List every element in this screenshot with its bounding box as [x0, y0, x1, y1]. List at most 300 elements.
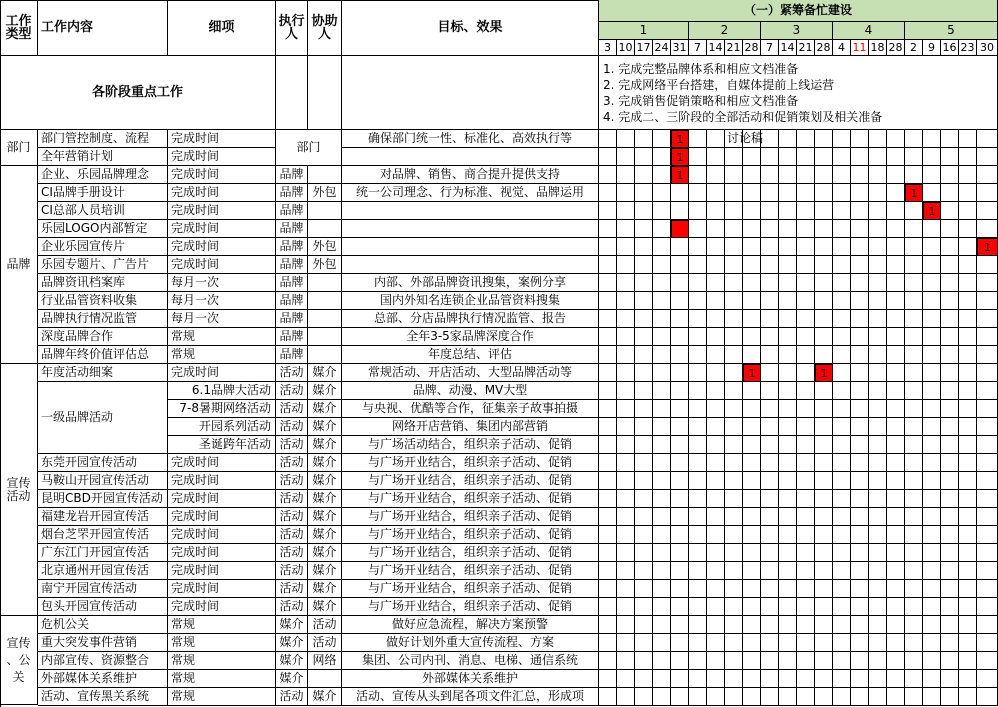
- grid-cell: [743, 580, 761, 598]
- grid-cell: [941, 490, 959, 508]
- grid-cell: [887, 418, 905, 436]
- day-17: 2: [905, 40, 923, 56]
- row-content-12: 品牌年终价值评估总: [38, 346, 168, 364]
- grid-cell: [887, 310, 905, 328]
- row-exec-4: 品牌: [276, 202, 308, 220]
- grid-cell: [905, 436, 923, 454]
- grid-cell: [707, 652, 725, 670]
- grid-cell: [743, 544, 761, 562]
- grid-cell: [761, 148, 779, 166]
- grid-cell: [689, 364, 707, 382]
- grid-cell: [869, 238, 887, 256]
- grid-cell: [977, 526, 998, 544]
- grid-cell: [797, 292, 815, 310]
- grid-cell: [635, 652, 653, 670]
- grid-cell: [743, 454, 761, 472]
- grid-cell: [869, 418, 887, 436]
- grid-cell: [635, 580, 653, 598]
- grid-cell: [671, 418, 689, 436]
- row-goal-18: 与广场开业结合，组织亲子活动、促销: [342, 454, 599, 472]
- grid-cell: [653, 490, 671, 508]
- grid-cell: [959, 616, 977, 634]
- grid-cell: [851, 184, 869, 202]
- grid-cell: [923, 166, 941, 184]
- row-assist-30: [308, 670, 342, 688]
- grid-cell: [797, 382, 815, 400]
- grid-cell: [725, 238, 743, 256]
- grid-cell: [797, 130, 815, 148]
- grid-cell: [977, 580, 998, 598]
- day-7: 21: [725, 40, 743, 56]
- grid-cell: [941, 616, 959, 634]
- grid-cell: [761, 202, 779, 220]
- grid-cell: [599, 418, 617, 436]
- grid-cell: [887, 526, 905, 544]
- grid-cell: [959, 220, 977, 238]
- grid-cell: [617, 184, 635, 202]
- grid-cell: [905, 616, 923, 634]
- grid-cell: [653, 562, 671, 580]
- grid-cell: [797, 166, 815, 184]
- row-goal-21: 与广场开业结合，组织亲子活动、促销: [342, 508, 599, 526]
- day-12: 28: [815, 40, 833, 56]
- grid-cell: [689, 346, 707, 364]
- grid-cell: [977, 184, 998, 202]
- grid-cell: [761, 688, 779, 706]
- row-assist-7: 外包: [308, 256, 342, 274]
- grid-cell: [725, 454, 743, 472]
- grid-cell: [887, 382, 905, 400]
- row-detail-5: 完成时间: [168, 220, 276, 238]
- grid-cell: [707, 418, 725, 436]
- grid-cell: [689, 220, 707, 238]
- grid-cell: [779, 148, 797, 166]
- grid-cell: [905, 274, 923, 292]
- grid-cell: [959, 688, 977, 706]
- grid-cell: [617, 508, 635, 526]
- grid-cell: [761, 274, 779, 292]
- grid-cell: [671, 382, 689, 400]
- grid-cell: [689, 184, 707, 202]
- grid-cell: [905, 148, 923, 166]
- grid-cell: [977, 292, 998, 310]
- grid-cell: [617, 130, 635, 148]
- grid-cell: [617, 616, 635, 634]
- day-1: 10: [617, 40, 635, 56]
- grid-cell: [887, 508, 905, 526]
- row-exec-23: 活动: [276, 544, 308, 562]
- row-detail-20: 完成时间: [168, 490, 276, 508]
- grid-cell: [887, 130, 905, 148]
- row-detail-2: 完成时间: [168, 166, 276, 184]
- grid-cell: [815, 238, 833, 256]
- row-detail-24: 完成时间: [168, 562, 276, 580]
- grid-cell: [653, 580, 671, 598]
- gantt-marker: 1: [905, 184, 923, 202]
- day-15: 18: [869, 40, 887, 56]
- grid-cell: [815, 256, 833, 274]
- grid-cell: [671, 526, 689, 544]
- grid-cell: [635, 598, 653, 616]
- grid-cell: [761, 454, 779, 472]
- grid-cell: [941, 526, 959, 544]
- grid-cell: [869, 220, 887, 238]
- grid-cell: [851, 292, 869, 310]
- grid-cell: [599, 166, 617, 184]
- grid-cell: [959, 130, 977, 148]
- grid-cell: [653, 148, 671, 166]
- row-assist-14: 媒介: [308, 382, 342, 400]
- grid-cell: [887, 202, 905, 220]
- grid-cell: [905, 634, 923, 652]
- day-16: 28: [887, 40, 905, 56]
- grid-cell: [671, 562, 689, 580]
- row-assist-19: 媒介: [308, 472, 342, 490]
- grid-cell: [815, 598, 833, 616]
- grid-cell: [887, 652, 905, 670]
- grid-cell: [617, 688, 635, 706]
- grid-cell: [617, 580, 635, 598]
- grid-cell: [725, 598, 743, 616]
- grid-cell: [707, 256, 725, 274]
- grid-cell: [707, 580, 725, 598]
- grid-cell: [671, 274, 689, 292]
- day-4: 31: [671, 40, 689, 56]
- grid-cell: [599, 256, 617, 274]
- grid-cell: [869, 598, 887, 616]
- grid-cell: [923, 148, 941, 166]
- grid-cell: [905, 652, 923, 670]
- grid-cell: [923, 598, 941, 616]
- grid-cell: [743, 418, 761, 436]
- grid-cell: [905, 418, 923, 436]
- grid-cell: [653, 544, 671, 562]
- grid-cell: [725, 184, 743, 202]
- grid-cell: [707, 616, 725, 634]
- grid-cell: [977, 454, 998, 472]
- row-exec-31: 活动: [276, 688, 308, 706]
- grid-cell: [833, 562, 851, 580]
- row-content-28: 重大突发事件营销: [38, 634, 168, 652]
- summary-goal-1: 1. 完成完整品牌体系和相应文档准备: [603, 62, 799, 76]
- grid-cell: [779, 256, 797, 274]
- grid-cell: [689, 274, 707, 292]
- grid-cell: [707, 688, 725, 706]
- grid-cell: [689, 166, 707, 184]
- grid-cell: [833, 346, 851, 364]
- grid-cell: [779, 202, 797, 220]
- row-content-19: 马鞍山开园宣传活动: [38, 472, 168, 490]
- row-content-13: 年度活动细案: [38, 364, 168, 382]
- grid-cell: [743, 436, 761, 454]
- row-exec-27: 媒介: [276, 616, 308, 634]
- header-assist: 协助 人: [308, 0, 342, 56]
- grid-cell: [725, 634, 743, 652]
- grid-cell: [653, 202, 671, 220]
- grid-cell: [923, 526, 941, 544]
- row-content-8: 品牌资讯档案库: [38, 274, 168, 292]
- gantt-marker: 1: [671, 166, 689, 184]
- grid-cell: [959, 526, 977, 544]
- summary-exec: [276, 56, 308, 130]
- grid-cell: [707, 328, 725, 346]
- row-detail-26: 完成时间: [168, 598, 276, 616]
- grid-cell: [851, 580, 869, 598]
- grid-cell: [887, 220, 905, 238]
- grid-cell: [833, 238, 851, 256]
- grid-cell: [707, 382, 725, 400]
- grid-cell: [689, 652, 707, 670]
- day-9: 7: [761, 40, 779, 56]
- grid-cell: [635, 130, 653, 148]
- grid-cell: [851, 688, 869, 706]
- grid-cell: [599, 400, 617, 418]
- grid-cell: [869, 544, 887, 562]
- grid-cell: [743, 220, 761, 238]
- grid-cell: [833, 292, 851, 310]
- grid-cell: [977, 418, 998, 436]
- grid-cell: [887, 454, 905, 472]
- row-goal-16: 网络开店营销、集团内部营销: [342, 418, 599, 436]
- grid-cell: [797, 256, 815, 274]
- grid-cell: [779, 472, 797, 490]
- grid-cell: [977, 202, 998, 220]
- grid-cell: [671, 598, 689, 616]
- grid-cell: [959, 508, 977, 526]
- row-assist-8: [308, 274, 342, 292]
- grid-cell: [977, 148, 998, 166]
- row-assist-10: [308, 310, 342, 328]
- gantt-note: 讨论稿: [727, 131, 764, 145]
- grid-cell: [923, 382, 941, 400]
- grid-cell: [599, 562, 617, 580]
- grid-cell: [671, 328, 689, 346]
- grid-cell: [815, 688, 833, 706]
- grid-cell: [761, 436, 779, 454]
- row-content-3: CI品牌手册设计: [38, 184, 168, 202]
- grid-cell: [851, 166, 869, 184]
- grid-cell: [671, 400, 689, 418]
- grid-cell: [815, 166, 833, 184]
- grid-cell: [851, 472, 869, 490]
- grid-cell: [635, 634, 653, 652]
- grid-cell: [941, 256, 959, 274]
- grid-cell: [797, 202, 815, 220]
- grid-cell: [635, 508, 653, 526]
- grid-cell: [959, 670, 977, 688]
- row-assist-6: 外包: [308, 238, 342, 256]
- row-detail-28: 常规: [168, 634, 276, 652]
- grid-cell: [887, 688, 905, 706]
- grid-cell: [941, 238, 959, 256]
- grid-cell: [941, 364, 959, 382]
- summary-goal-2: 2. 完成网络平台搭建，自媒体提前上线运营: [603, 78, 835, 92]
- grid-cell: [707, 670, 725, 688]
- grid-cell: [761, 544, 779, 562]
- grid-cell: [977, 544, 998, 562]
- grid-cell: [599, 688, 617, 706]
- row-exec-12: 品牌: [276, 346, 308, 364]
- grid-cell: [689, 238, 707, 256]
- grid-cell: [599, 454, 617, 472]
- day-6: 14: [707, 40, 725, 56]
- grid-cell: [761, 508, 779, 526]
- grid-cell: [761, 598, 779, 616]
- grid-cell: [869, 202, 887, 220]
- grid-cell: [725, 148, 743, 166]
- grid-cell: [977, 652, 998, 670]
- grid-cell: [617, 166, 635, 184]
- grid-cell: [707, 220, 725, 238]
- summary-goal-3: 3. 完成销售促销策略和相应文档准备: [603, 94, 799, 108]
- grid-cell: [779, 346, 797, 364]
- grid-cell: [923, 454, 941, 472]
- grid-cell: [725, 346, 743, 364]
- grid-cell: [743, 202, 761, 220]
- grid-cell: [959, 292, 977, 310]
- grid-cell: [815, 310, 833, 328]
- grid-cell: [887, 184, 905, 202]
- grid-cell: [725, 166, 743, 184]
- row-detail-18: 完成时间: [168, 454, 276, 472]
- grid-cell: [689, 526, 707, 544]
- row-exec-13: 活动: [276, 364, 308, 382]
- grid-cell: [833, 148, 851, 166]
- month-2: 2: [689, 22, 761, 40]
- grid-cell: [761, 562, 779, 580]
- day-5: 7: [689, 40, 707, 56]
- grid-cell: [977, 364, 998, 382]
- grid-cell: [653, 292, 671, 310]
- grid-cell: [635, 418, 653, 436]
- grid-cell: [599, 310, 617, 328]
- row-content-26: 包头开园宣传活动: [38, 598, 168, 616]
- row-assist-28: 活动: [308, 634, 342, 652]
- grid-cell: [779, 274, 797, 292]
- row-exec-18: 活动: [276, 454, 308, 472]
- grid-cell: [725, 202, 743, 220]
- grid-cell: [977, 472, 998, 490]
- grid-cell: [851, 634, 869, 652]
- grid-cell: [653, 634, 671, 652]
- grid-cell: [707, 562, 725, 580]
- grid-cell: [869, 652, 887, 670]
- header-goal: 目标、效果: [342, 0, 599, 56]
- row-detail-12: 常规: [168, 346, 276, 364]
- grid-cell: [653, 688, 671, 706]
- grid-cell: [635, 472, 653, 490]
- grid-cell: [797, 508, 815, 526]
- grid-cell: [653, 400, 671, 418]
- grid-cell: [725, 364, 743, 382]
- grid-cell: [653, 274, 671, 292]
- grid-cell: [905, 670, 923, 688]
- grid-cell: [617, 292, 635, 310]
- grid-cell: [617, 328, 635, 346]
- grid-cell: [887, 580, 905, 598]
- grid-cell: [833, 472, 851, 490]
- row-content-31: 活动、宣传黑关系统: [38, 688, 168, 706]
- grid-cell: [815, 382, 833, 400]
- grid-cell: [941, 508, 959, 526]
- row-detail-6: 完成时间: [168, 238, 276, 256]
- grid-cell: [725, 256, 743, 274]
- month-5: 5: [905, 22, 998, 40]
- grid-cell: [617, 436, 635, 454]
- grid-cell: [725, 310, 743, 328]
- grid-cell: [707, 148, 725, 166]
- grid-cell: [923, 670, 941, 688]
- row-content-0: 部门管控制度、流程: [38, 130, 168, 148]
- grid-cell: [923, 418, 941, 436]
- grid-cell: [833, 184, 851, 202]
- gantt-marker: 1: [815, 364, 833, 382]
- grid-cell: [617, 562, 635, 580]
- row-assist-21: 媒介: [308, 508, 342, 526]
- grid-cell: [671, 346, 689, 364]
- grid-cell: [707, 598, 725, 616]
- grid-cell: [797, 490, 815, 508]
- grid-cell: [599, 184, 617, 202]
- grid-cell: [725, 508, 743, 526]
- grid-cell: [833, 454, 851, 472]
- grid-cell: [725, 472, 743, 490]
- grid-cell: [941, 202, 959, 220]
- grid-cell: [905, 580, 923, 598]
- grid-cell: [635, 328, 653, 346]
- grid-cell: [635, 616, 653, 634]
- grid-cell: [725, 616, 743, 634]
- grid-cell: [689, 148, 707, 166]
- grid-cell: [833, 220, 851, 238]
- grid-cell: [905, 364, 923, 382]
- grid-cell: [743, 490, 761, 508]
- grid-cell: [815, 400, 833, 418]
- grid-cell: [617, 346, 635, 364]
- grid-cell: [743, 652, 761, 670]
- grid-cell: [869, 184, 887, 202]
- grid-cell: [815, 634, 833, 652]
- grid-cell: [815, 292, 833, 310]
- row-goal-20: 与广场开业结合，组织亲子活动、促销: [342, 490, 599, 508]
- grid-cell: [869, 166, 887, 184]
- grid-cell: [671, 544, 689, 562]
- grid-cell: [635, 382, 653, 400]
- grid-cell: [941, 274, 959, 292]
- row-detail-3: 完成时间: [168, 184, 276, 202]
- grid-cell: [833, 508, 851, 526]
- grid-cell: [671, 490, 689, 508]
- grid-cell: [923, 580, 941, 598]
- row-assist-17: 媒介: [308, 436, 342, 454]
- row-goal-13: 常规活动、开店活动、大型品牌活动等: [342, 364, 599, 382]
- grid-cell: [761, 184, 779, 202]
- row-assist-22: 媒介: [308, 526, 342, 544]
- row-exec-17: 活动: [276, 436, 308, 454]
- grid-cell: [797, 328, 815, 346]
- grid-cell: [635, 292, 653, 310]
- grid-cell: [905, 382, 923, 400]
- grid-cell: [599, 544, 617, 562]
- grid-cell: [815, 184, 833, 202]
- row-detail-9: 每月一次: [168, 292, 276, 310]
- grid-cell: [977, 436, 998, 454]
- grid-cell: [797, 454, 815, 472]
- grid-cell: [977, 256, 998, 274]
- summary-title: 各阶段重点工作: [0, 56, 276, 130]
- grid-cell: [725, 436, 743, 454]
- row-content-21: 福建龙岩开园宣传活: [38, 508, 168, 526]
